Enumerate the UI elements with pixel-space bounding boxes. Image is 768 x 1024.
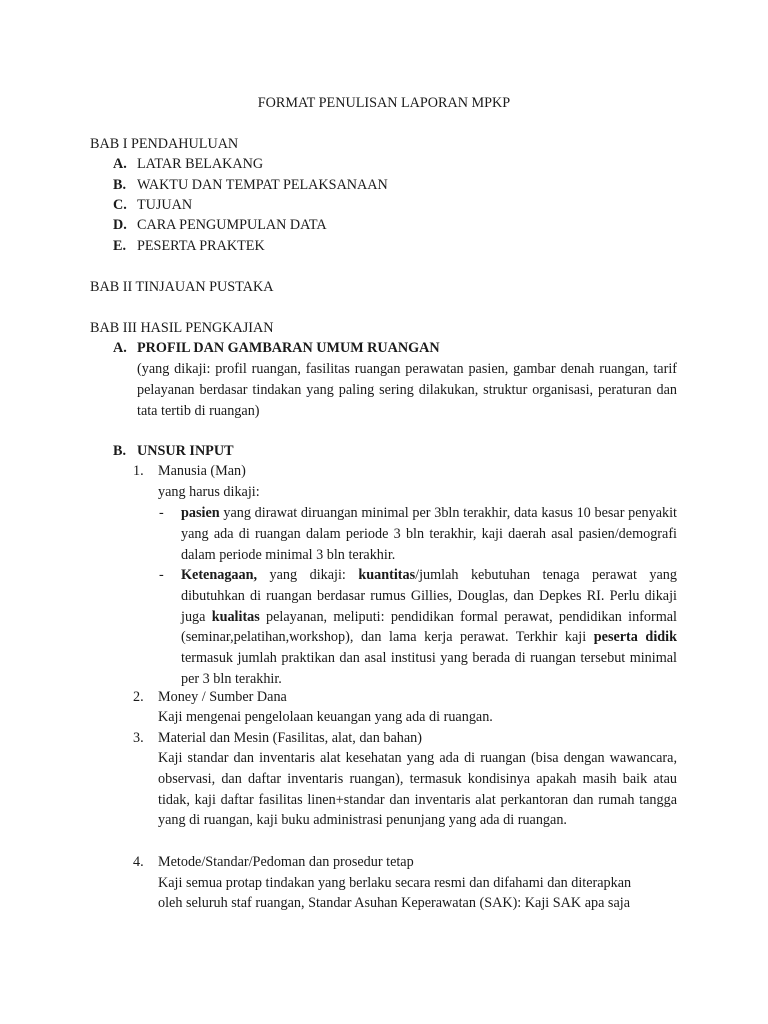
section-b-title: UNSUR INPUT (137, 443, 234, 459)
section-b-letter: B. (113, 443, 127, 459)
item3-number: 3. (133, 730, 144, 746)
item2-body: Kaji mengenai pengelolaan keuangan yang ada di ruangan. (158, 709, 493, 725)
bullet-pasien-text: yang dirawat diruangan minimal per 3bln terakhir, data kasus 10 besar penyakit yang ada di ruangan dalam periode 3 bln terakhir, kaji daerah asal pasien/demografi dalam periode minimal 3 bln terakhir. (181, 505, 677, 563)
bullet-dash-pasien: - (159, 505, 164, 521)
item3-body: Kaji standar dan inventaris alat kesehatan yang ada di ruangan (bisa dengan wawancara, observasi, dan daftar inventaris ruangan), termasuk kondisinya apakah masih baik atau tidak, kaji daftar fasilitas linen+standar dan inventaris alat perkantoran dan rumah tangga yang di ruangan, kaji buku administrasi penunjang yang ada di ruangan. (158, 750, 677, 829)
section-a-body: (yang dikaji: profil ruangan, fasilitas ruangan perawatan pasien, gambar denah ruangan, tarif pelayanan berdasar tindakan yang paling sering dilakukan, struktur organisasi, peraturan dan tata tertib di ruangan) (137, 361, 677, 419)
bab3-heading: BAB III HASIL PENGKAJIAN (90, 320, 274, 336)
ketenagaan-text-2: /jumlah kebutuhan tenaga perawat yang dibutuhkan di ruangan berdasar rumus Gillies, Douglas, dan Depkes RI. Perlu dikaji juga (181, 567, 677, 625)
bab1-item-c-text: TUJUAN (137, 197, 193, 213)
bab1-item-d-letter: D. (113, 217, 127, 233)
bab1-item-b-text: WAKTU DAN TEMPAT PELAKSANAAN (137, 177, 388, 193)
item4-line2: oleh seluruh staf ruangan, Standar Asuhan Keperawatan (SAK): Kaji SAK apa saja (158, 895, 630, 911)
kuantitas-keyword: kuantitas (358, 567, 416, 583)
bab1-item-a-text: LATAR BELAKANG (137, 156, 264, 172)
bab1-item-c-letter: C. (113, 197, 127, 213)
bab1-heading: BAB I PENDAHULUAN (90, 136, 239, 152)
item3-title: Material dan Mesin (Fasilitas, alat, dan bahan) (158, 730, 422, 746)
item1-intro: yang harus dikaji: (158, 484, 260, 500)
section-a-letter: A. (113, 340, 127, 356)
item1-number: 1. (133, 463, 144, 479)
section-a-title: PROFIL DAN GAMBARAN UMUM RUANGAN (137, 340, 440, 356)
bullet-ketenagaan (181, 565, 677, 690)
document-title: FORMAT PENULISAN LAPORAN MPKP (257, 95, 511, 111)
bullet-pasien-keyword: pasien (181, 505, 220, 521)
peserta-didik-keyword: peserta didik (593, 629, 677, 646)
kualitas-keyword: kualitas (211, 608, 260, 625)
ketenagaan-text-1: yang dikaji: (257, 567, 359, 583)
bab2-heading: BAB II TINJAUAN PUSTAKA (90, 279, 274, 295)
bab1-item-d-text: CARA PENGUMPULAN DATA (137, 217, 327, 233)
ketenagaan-text-3: pelayanan, meliputi: pendidikan formal perawat, pendidikan informal (seminar,pelatihan,workshop), dan lama kerja perawat. Terkhir kaji (181, 608, 677, 646)
ketenagaan-text-4: termasuk jumlah praktikan dan asal institusi yang berada di ruangan tersebut minimal per 3 bln terakhir. (181, 650, 677, 687)
bab1-item-e-text: PESERTA PRAKTEK (137, 238, 265, 254)
item2-number: 2. (133, 689, 144, 705)
bullet-pasien (181, 503, 677, 565)
item2-title: Money / Sumber Dana (158, 689, 287, 705)
bab1-item-a-letter: A. (113, 156, 127, 172)
item4-title: Metode/Standar/Pedoman dan prosedur tetap (158, 854, 414, 870)
ketenagaan-keyword: Ketenagaan, (181, 567, 258, 583)
item4-number: 4. (133, 854, 144, 870)
item1-title: Manusia (Man) (158, 463, 246, 479)
bab1-item-e-letter: E. (113, 238, 127, 254)
bullet-dash-ketenagaan: - (159, 567, 164, 583)
item4-line1: Kaji semua protap tindakan yang berlaku secara resmi dan difahami dan diterapkan (158, 875, 632, 891)
bab1-item-b-letter: B. (113, 177, 127, 193)
